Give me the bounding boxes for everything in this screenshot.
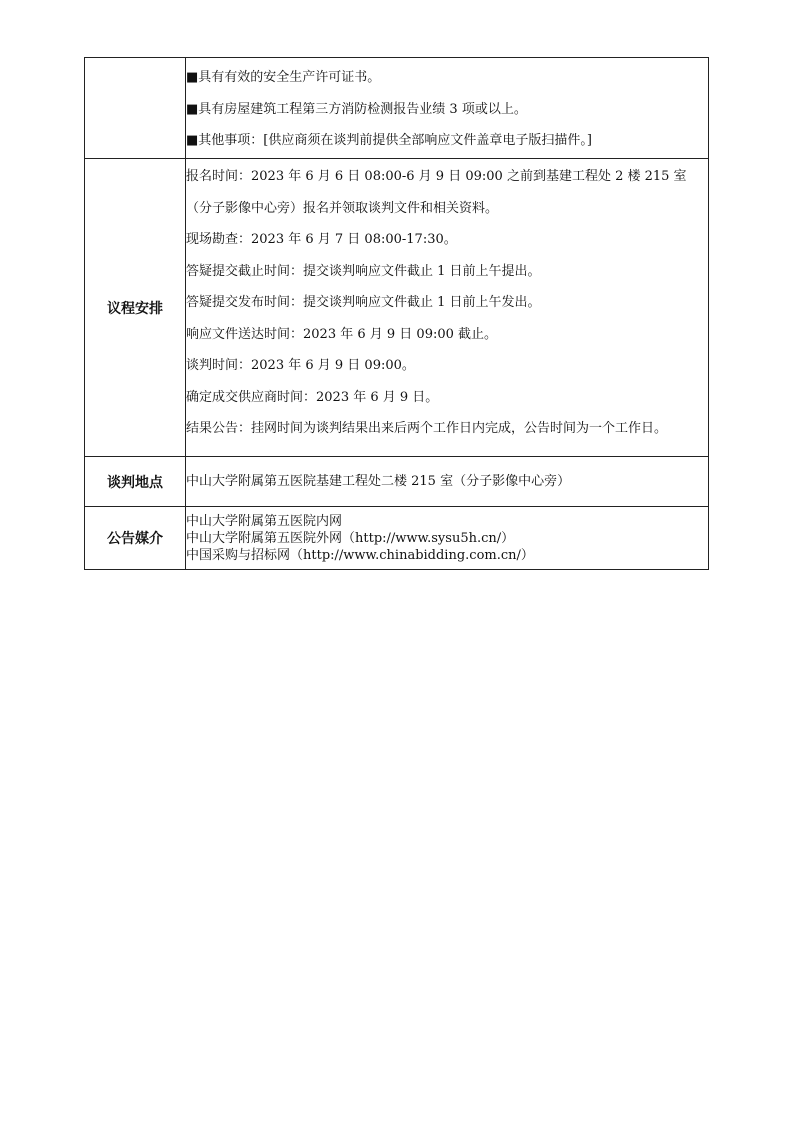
requirements-content bbox=[186, 58, 709, 159]
schedule-line: （分子影像中心旁）报名并领取谈判文件和相关资料。 bbox=[186, 200, 499, 216]
requirements-label-cell bbox=[85, 58, 186, 159]
requirement-text: 具有房屋建筑工程第三方消防检测报告业绩 3 项或以上。 bbox=[198, 101, 527, 117]
square-bullet-icon: ■ bbox=[186, 70, 199, 85]
media-line: 中山大学附属第五医院外网（http://www.sysu5h.cn/） bbox=[186, 530, 515, 546]
media-content bbox=[186, 507, 709, 570]
requirements-row bbox=[85, 58, 709, 159]
schedule-line: 结果公告：挂网时间为谈判结果出来后两个工作日内完成，公告时间为一个工作日。 bbox=[186, 421, 668, 436]
requirement-text: 其他事项：[供应商须在谈判前提供全部响应文件盖章电子版扫描件。] bbox=[198, 133, 592, 148]
location-content bbox=[186, 457, 709, 507]
square-bullet-icon: ■ bbox=[186, 101, 199, 117]
location-text: 中山大学附属第五医院基建工程处二楼 215 室（分子影像中心旁） bbox=[186, 473, 571, 489]
media-row bbox=[85, 507, 709, 570]
media-label: 公告媒介 bbox=[85, 507, 186, 570]
square-bullet-icon: ■ bbox=[186, 133, 199, 148]
requirement-item bbox=[186, 94, 708, 126]
schedule-content bbox=[186, 159, 709, 457]
procurement-table bbox=[84, 57, 709, 570]
schedule-line: 谈判时间：2023 年 6 月 9 日 09:00。 bbox=[186, 358, 415, 373]
location-row bbox=[85, 457, 709, 507]
requirement-item bbox=[186, 125, 708, 157]
schedule-line: 报名时间：2023 年 6 月 6 日 08:00-6 月 9 日 09:00 之前到基建工程处 2 楼 215 室 bbox=[186, 169, 687, 184]
schedule-line: 答疑提交截止时间：提交谈判响应文件截止 1 日前上午提出。 bbox=[186, 263, 541, 279]
schedule-line: 确定成交供应商时间：2023 年 6 月 9 日。 bbox=[186, 389, 439, 405]
media-line: 中山大学附属第五医院内网 bbox=[186, 513, 343, 529]
schedule-row bbox=[85, 159, 709, 457]
schedule-line: 现场勘查：2023 年 6 月 7 日 08:00-17:30。 bbox=[186, 232, 457, 247]
location-label: 谈判地点 bbox=[85, 457, 186, 507]
schedule-line: 答疑提交发布时间：提交谈判响应文件截止 1 日前上午发出。 bbox=[186, 295, 541, 310]
media-line: 中国采购与招标网（http://www.chinabidding.com.cn/） bbox=[186, 547, 534, 563]
schedule-label: 议程安排 bbox=[85, 159, 186, 457]
requirement-item bbox=[186, 62, 708, 94]
requirement-text: 具有有效的安全生产许可证书。 bbox=[198, 70, 381, 85]
schedule-line: 响应文件送达时间：2023 年 6 月 9 日 09:00 截止。 bbox=[186, 326, 498, 342]
